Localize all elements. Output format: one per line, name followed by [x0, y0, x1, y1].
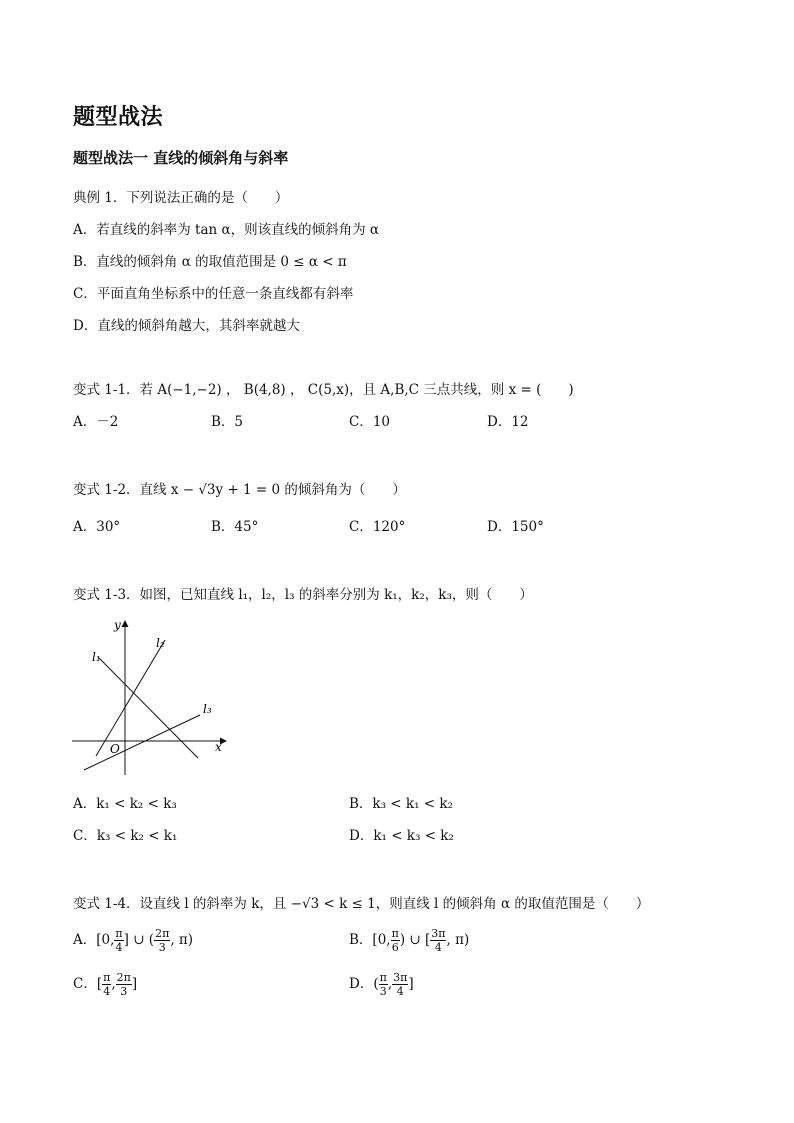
variant11-stem: 变式 1-1．若 A(−1,−2) ， B(4,8) ， C(5,x)，且 A,B,C 三点共线，则 x = ( ) — [73, 382, 574, 398]
fraction — [430, 928, 446, 953]
line-slopes-figure — [70, 615, 230, 780]
l3-label: l₃ — [203, 702, 212, 716]
x-axis-label: x — [215, 740, 222, 754]
variant14-stem: 变式 1-4．设直线 l 的斜率为 k，且 −√3 < k ≤ 1，则直线 l 的倾斜角 α 的取值范围是（ ） — [73, 896, 650, 912]
page-title: 题型战法 — [73, 105, 164, 130]
variant12-option-c: C．120° — [349, 519, 406, 535]
option-label: B． — [349, 932, 373, 948]
interval-open: ( — [373, 976, 379, 992]
fraction — [102, 972, 111, 997]
numerator: 2π — [155, 927, 170, 940]
variant12-option-a: A．30° — [73, 519, 121, 535]
l2-label: l₂ — [156, 636, 165, 650]
y-axis-label: y — [114, 618, 121, 632]
interval-open: [0, — [372, 932, 391, 948]
l1-label: l₁ — [92, 650, 101, 664]
interval-comma: , — [387, 976, 393, 992]
example1-stem: 典例 1．下列说法正确的是（ ） — [73, 190, 289, 206]
denominator: 3 — [120, 985, 128, 998]
section-title: 题型战法一 直线的倾斜角与斜率 — [73, 149, 289, 167]
fraction — [154, 928, 170, 953]
variant12-option-d: D．150° — [487, 519, 544, 535]
interval-union: ] ∪ ( — [123, 932, 155, 948]
example1-option-c: C．平面直角坐标系中的任意一条直线都有斜率 — [73, 286, 354, 302]
numerator: 2π — [116, 971, 131, 984]
variant13-option-a: A．k₁ < k₂ < k₃ — [73, 796, 177, 812]
option-label: A． — [73, 932, 97, 948]
variant11-option-c: C．10 — [349, 414, 391, 430]
denominator: 4 — [396, 985, 404, 998]
interval-comma: , — [111, 976, 116, 992]
variant11-option-b: B．5 — [211, 414, 244, 430]
numerator: 3π — [393, 971, 408, 984]
option-label: D． — [349, 976, 374, 992]
denominator: 3 — [158, 941, 166, 954]
fraction — [114, 928, 123, 953]
interval-close: ] — [408, 976, 414, 992]
denominator: 4 — [115, 941, 123, 954]
denominator: 4 — [434, 941, 442, 954]
fraction — [392, 972, 408, 997]
interval-close: ] — [131, 976, 138, 992]
example1-option-d: D．直线的倾斜角越大，其斜率就越大 — [73, 318, 300, 334]
line-l2 — [96, 640, 165, 756]
variant14-option-c — [73, 972, 137, 997]
example1-option-a: A．若直线的斜率为 tan α，则该直线的倾斜角为 α — [73, 222, 380, 238]
interval-close: , π) — [446, 932, 470, 948]
variant11-option-a: A．－2 — [73, 414, 119, 430]
fraction — [391, 928, 400, 953]
variant13-option-b: B．k₃ < k₁ < k₂ — [349, 796, 453, 812]
variant13-option-d: D．k₁ < k₃ < k₂ — [349, 828, 454, 844]
variant14-option-b — [349, 928, 469, 953]
variant14-option-d — [349, 972, 414, 997]
denominator: 6 — [391, 941, 399, 954]
numerator: π — [115, 927, 123, 940]
interval-union: ) ∪ [ — [399, 932, 431, 948]
fraction — [116, 972, 132, 997]
interval-open: [ — [96, 976, 103, 992]
variant14-option-a — [73, 928, 193, 953]
interval-close: , π) — [170, 932, 194, 948]
option-label: C． — [73, 976, 97, 992]
y-axis-arrow — [122, 620, 129, 627]
example1-option-b: B．直线的倾斜角 α 的取值范围是 0 ≤ α < π — [73, 254, 347, 270]
variant11-option-d: D．12 — [487, 414, 529, 430]
numerator: π — [103, 971, 111, 984]
fraction — [379, 972, 388, 997]
denominator: 3 — [379, 985, 387, 998]
variant12-option-b: B．45° — [211, 519, 259, 535]
variant13-option-c: C．k₃ < k₂ < k₁ — [73, 828, 178, 844]
interval-open: [0, — [96, 932, 115, 948]
origin-label: O — [110, 742, 120, 756]
variant13-stem: 变式 1-3．如图，已知直线 l₁，l₂，l₃ 的斜率分别为 k₁，k₂，k₃，则（ ） — [73, 587, 533, 603]
denominator: 4 — [103, 985, 111, 998]
numerator: 3π — [431, 927, 446, 940]
variant12-stem: 变式 1-2．直线 x − √3y + 1 = 0 的倾斜角为（ ） — [73, 482, 406, 498]
numerator: π — [391, 927, 399, 940]
numerator: π — [379, 971, 387, 984]
